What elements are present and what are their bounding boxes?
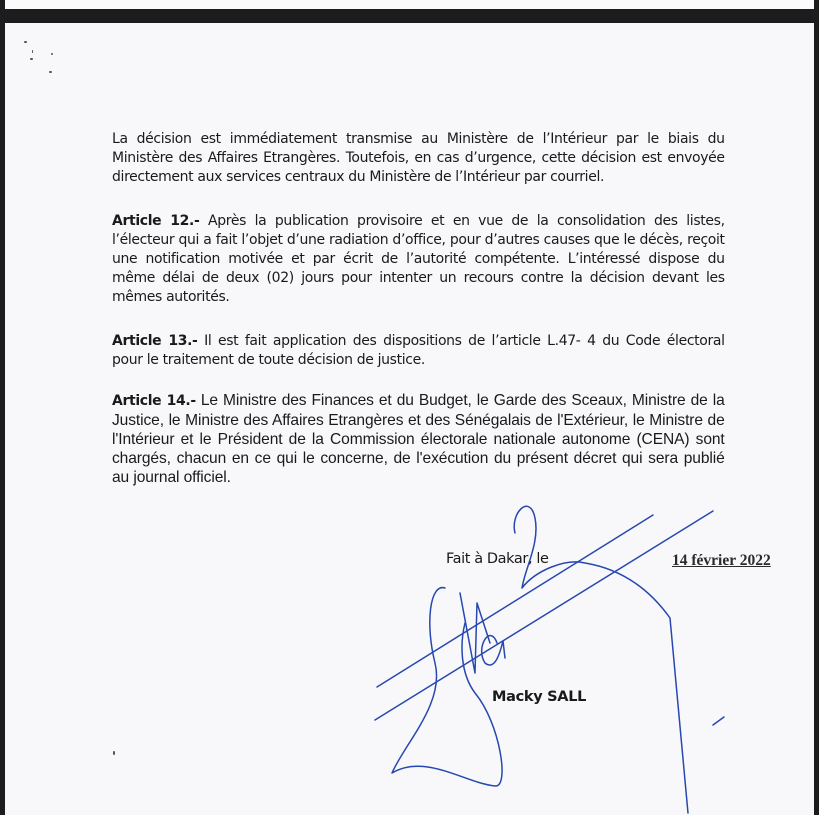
- paragraph-text: La décision est immédiatement transmise au Ministère de l’Intérieur par le biais du Ministère des Affaires Etrangères. Toutefois, en cas d’urgence, cette décision est envoyée directement aux services centraux du Ministère de l’Intérieur par courriel.: [112, 131, 725, 185]
- scan-speck: [30, 58, 33, 60]
- scan-speck: [49, 71, 52, 73]
- scan-speck: [113, 751, 115, 755]
- paragraph-article-14: [112, 391, 725, 487]
- paragraph-text: Il est fait application des dispositions de l’article L.47- 4 du Code électoral pour le traitement de toute décision de justice.: [112, 333, 725, 368]
- paragraph-text: Le Ministre des Finances et du Budget, le Garde des Sceaux, Ministre de la Justice, le Ministre des Affaires Etrangères et des Sénégalais de l'Extérieur, le Ministre de l'Intérieur et le Président de la Commission électorale nationale autonome (CENA) sont chargés, chacun en ce qui le concerne, de l'exécution du présent décret qui sera publié au journal officiel.: [112, 392, 725, 486]
- paragraph-decision-transmission: [112, 130, 725, 187]
- scan-speck: [32, 50, 33, 53]
- top-page-edge: [5, 0, 814, 9]
- place-label: Fait à Dakar, le: [446, 551, 549, 567]
- paragraph-article-12: [112, 212, 725, 307]
- scan-speck: [51, 53, 53, 55]
- document-page: [5, 23, 814, 815]
- date-label: 14 février 2022: [672, 552, 771, 569]
- paragraph-article-13: [112, 332, 725, 370]
- paragraph-text: Après la publication provisoire et en vue de la consolidation des listes, l’électeur qui a fait l’objet d’une radiation d’office, pour d’autres causes que le décès, reçoit une notification motivée et par écrit de l’autorité compétente. L’intéressé dispose du même délai de deux (02) jours pour intenter un recours contre la décision devant les mêmes autorités.: [112, 213, 725, 305]
- article-label: Article 13.-: [112, 333, 198, 349]
- article-label: Article 14.-: [112, 393, 196, 409]
- signer-name: Macky SALL: [492, 689, 587, 705]
- scan-speck: [24, 41, 27, 43]
- article-label: Article 12.-: [112, 213, 200, 229]
